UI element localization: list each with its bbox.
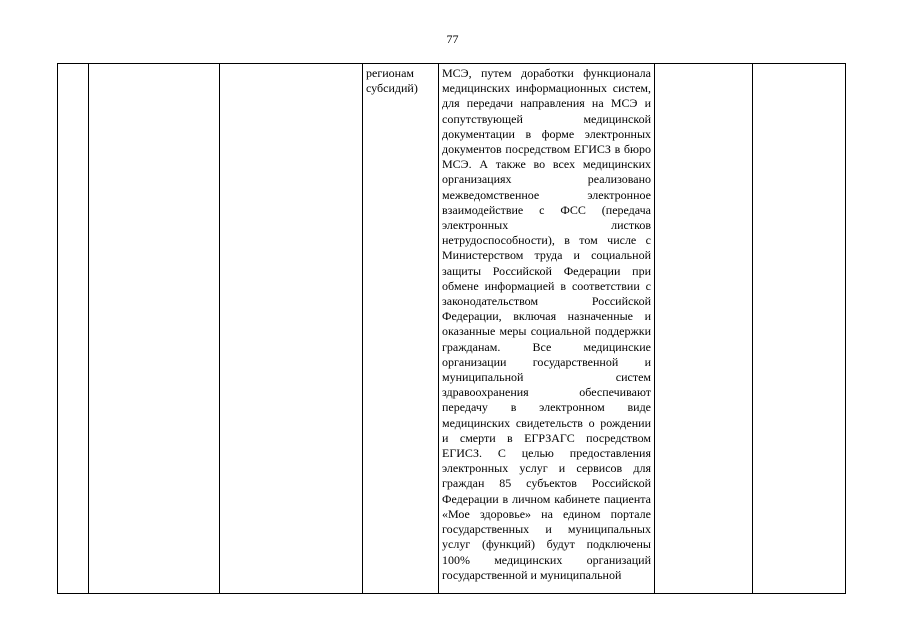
content-table xyxy=(57,63,846,594)
table-cell-4: регионам субсидий) xyxy=(363,64,439,594)
page-number: 77 xyxy=(446,32,459,46)
table-row xyxy=(58,64,846,594)
table-cell-number xyxy=(58,64,89,594)
table-cell-3 xyxy=(220,64,363,594)
table-cell-7 xyxy=(753,64,846,594)
table-cell-description: МСЭ, путем доработки функционала медицинских информационных систем, для передачи направления на МСЭ и сопутствующей медицинской документации в форме электронных документов посредством ЕГИСЗ в бюро МСЭ. А также во всех медицинских организациях реализовано межведомственное электронное взаимодействие с ФСС (передача электронных листков нетрудоспособности), в том числе с Министерством труда и социальной защиты Российской Федерации при обмене информацией в соответствии с законодательством Российской Федерации, включая назначенные и оказанные меры социальной поддержки гражданам. Все медицинские организации государственной и муниципальной систем здравоохранения обеспечивают передачу в электронном виде медицинских свидетельств о рождении и смерти в ЕГРЗАГС посредством ЕГИСЗ. С целью предоставления электронных услуг и сервисов для граждан 85 субъектов Российской Федерации в личном кабинете пациента «Мое здоровье» на едином портале государственных и муниципальных услуг (функций) будут подключены 100% медицинских организаций государственной и муниципальной xyxy=(439,64,655,594)
table-cell-2 xyxy=(89,64,220,594)
table-cell-6 xyxy=(655,64,753,594)
